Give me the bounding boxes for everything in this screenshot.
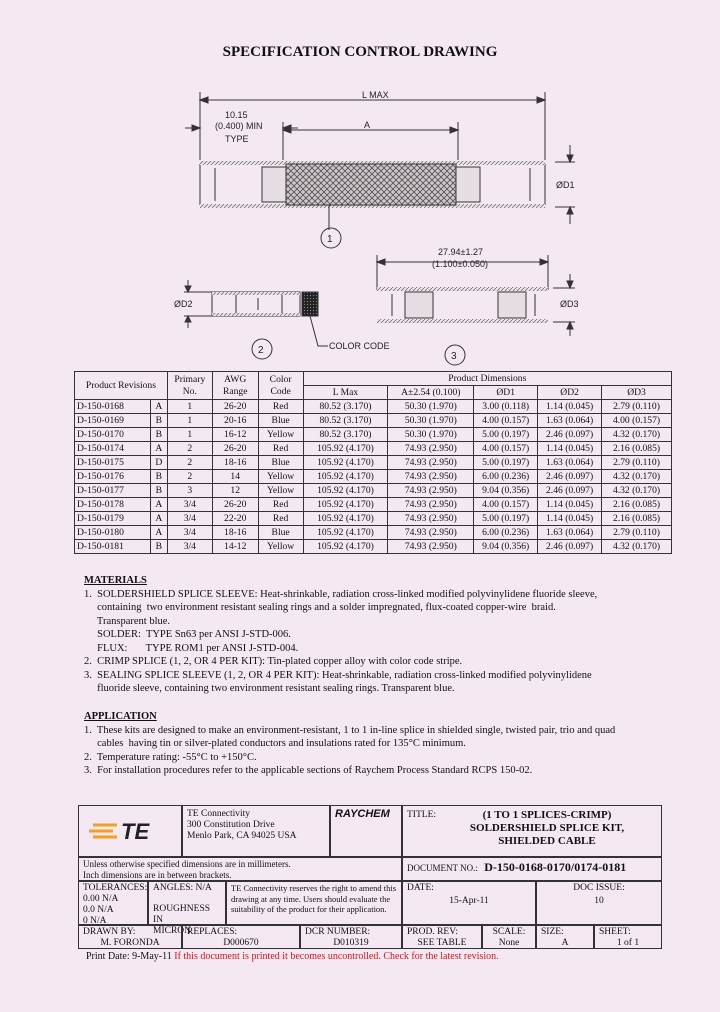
- table-cell: 2.16 (0.085): [602, 442, 672, 456]
- replaces-label: REPLACES:: [187, 927, 238, 937]
- company-address-line1: 300 Constitution Drive: [187, 820, 275, 830]
- table-row: [75, 526, 672, 540]
- table-cell: 1: [167, 428, 212, 442]
- doc-issue: 10: [594, 896, 604, 906]
- table-cell: 4.00 (0.157): [474, 442, 538, 456]
- table-cell: 26-20: [212, 442, 258, 456]
- tolerance-line1: 0.00 N/A: [83, 894, 119, 904]
- dcr-cell: [300, 925, 402, 949]
- table-cell: Blue: [258, 414, 303, 428]
- technical-drawing: [0, 0, 720, 370]
- table-cell: 2.16 (0.085): [602, 498, 672, 512]
- table-cell: A: [150, 512, 167, 526]
- d2-label: ØD2: [174, 299, 193, 309]
- spec-table-body: [75, 400, 672, 554]
- table-cell: 4.32 (0.170): [602, 484, 672, 498]
- table-row: [75, 414, 672, 428]
- min-length-label: 10.15: [225, 110, 248, 120]
- table-cell: 2: [167, 456, 212, 470]
- table-cell: Red: [258, 512, 303, 526]
- application-line: 3. For installation procedures refer to the applicable sections of Raychem Process Standard RCPS 150-02.: [84, 765, 533, 776]
- replaces-cell: [182, 925, 300, 949]
- materials-line: 1. SOLDERSHIELD SPLICE SLEEVE: Heat-shrinkable, radiation cross-linked modified polyvinylidene fluoride sleeve,: [84, 588, 598, 600]
- sheet-label: SHEET:: [599, 927, 631, 937]
- table-cell: 2.46 (0.097): [538, 540, 602, 554]
- tolerances-label: TOLERANCES:: [83, 883, 148, 893]
- application-lines: [84, 724, 615, 778]
- application-heading: APPLICATION: [84, 711, 157, 722]
- size-cell: [536, 925, 594, 949]
- table-cell: 3: [167, 484, 212, 498]
- application-line: 1. These kits are designed to make an environment-resistant, 1 to 1 in-line splice in shielded single, twisted pair, trio and quad: [84, 724, 616, 736]
- roughness-line1: ROUGHNESS IN: [153, 904, 211, 925]
- min-length-inch-label: (0.400) MIN: [215, 121, 263, 131]
- date-cell: [402, 881, 536, 925]
- units-note-cell: [78, 857, 402, 881]
- application-line: cables having tin or silver-plated conductors and insulations rated for 135°C minimum.: [84, 738, 466, 749]
- table-cell: 2: [167, 442, 212, 456]
- table-cell: 5.00 (0.197): [474, 512, 538, 526]
- table-row: [75, 428, 672, 442]
- table-cell: D-150-0175: [75, 456, 151, 470]
- table-cell: 74.93 (2.950): [388, 540, 474, 554]
- table-cell: B: [150, 470, 167, 484]
- d3-label: ØD3: [560, 299, 579, 309]
- table-cell: 105.92 (4.170): [303, 526, 388, 540]
- table-cell: 5.00 (0.197): [474, 428, 538, 442]
- type-label: TYPE: [225, 134, 249, 144]
- scale-cell: [482, 925, 536, 949]
- item3-sealing-sleeve: [377, 255, 575, 365]
- table-cell: 3/4: [167, 526, 212, 540]
- drawn-by-label: DRAWN BY:: [83, 927, 136, 937]
- header-product-revisions: Product Revisions: [75, 372, 168, 400]
- materials-section: [84, 574, 597, 696]
- sheet: 1 of 1: [616, 938, 640, 948]
- a-label: A: [364, 120, 371, 130]
- table-cell: 4.00 (0.157): [474, 414, 538, 428]
- date-label: DATE:: [407, 883, 434, 893]
- table-cell: Blue: [258, 526, 303, 540]
- table-cell: 4.32 (0.170): [602, 470, 672, 484]
- table-row: [75, 456, 672, 470]
- table-cell: 105.92 (4.170): [303, 498, 388, 512]
- units-note-line1: Unless otherwise specified dimensions are in millimeters.: [83, 859, 291, 869]
- scale: None: [498, 938, 520, 948]
- table-row: [75, 498, 672, 512]
- doc-no-label: DOCUMENT NO.:: [407, 863, 478, 873]
- size-label: SIZE:: [541, 927, 564, 937]
- drawn-by: M. FORONDA: [100, 938, 160, 948]
- table-cell: 1.63 (0.064): [538, 526, 602, 540]
- materials-line: 2. CRIMP SPLICE (1, 2, OR 4 PER KIT): Tin-plated copper alloy with color code stripe.: [84, 656, 463, 667]
- len3-label: 27.94±1.27: [438, 247, 483, 257]
- table-row: [75, 400, 672, 414]
- table-cell: 50.30 (1.970): [388, 414, 474, 428]
- table-cell: 80.52 (3.170): [303, 414, 388, 428]
- table-cell: 74.93 (2.950): [388, 512, 474, 526]
- company-name: TE Connectivity: [187, 809, 251, 819]
- units-note-line2: Inch dimensions are in between brackets.: [83, 870, 232, 880]
- table-cell: B: [150, 414, 167, 428]
- title-cell: [402, 805, 662, 857]
- uncontrolled-warning: If this document is printed it becomes uncontrolled. Check for the latest revision.: [174, 951, 499, 962]
- table-cell: 4.32 (0.170): [602, 540, 672, 554]
- table-cell: 4.00 (0.157): [602, 414, 672, 428]
- materials-line: Transparent blue.: [84, 615, 171, 627]
- table-cell: A: [150, 400, 167, 414]
- table-cell: 80.52 (3.170): [303, 428, 388, 442]
- table-cell: D-150-0169: [75, 414, 151, 428]
- table-cell: 6.00 (0.236): [474, 526, 538, 540]
- table-cell: 105.92 (4.170): [303, 512, 388, 526]
- header-d2: ØD2: [538, 386, 602, 400]
- prod-rev: SEE TABLE: [417, 938, 467, 948]
- table-cell: 74.93 (2.950): [388, 456, 474, 470]
- table-row: [75, 470, 672, 484]
- header-d1: ØD1: [474, 386, 538, 400]
- item2-number: 2: [258, 345, 264, 356]
- document-number-cell: [402, 857, 662, 881]
- table-cell: 105.92 (4.170): [303, 442, 388, 456]
- table-cell: A: [150, 442, 167, 456]
- table-cell: A: [150, 498, 167, 512]
- size: A: [561, 938, 569, 948]
- print-date: Print Date: 9-May-11: [86, 951, 172, 962]
- table-cell: 26-20: [212, 400, 258, 414]
- table-cell: 9.04 (0.356): [474, 540, 538, 554]
- table-row: [75, 512, 672, 526]
- item1-number: 1: [327, 234, 333, 245]
- materials-heading: MATERIALS: [84, 575, 147, 586]
- doc-issue-label: DOC ISSUE:: [573, 883, 625, 893]
- table-cell: D-150-0174: [75, 442, 151, 456]
- table-cell: 1.14 (0.045): [538, 512, 602, 526]
- table-cell: 1.63 (0.064): [538, 414, 602, 428]
- table-cell: Yellow: [258, 540, 303, 554]
- table-cell: 80.52 (3.170): [303, 400, 388, 414]
- item2-crimp-splice: [184, 280, 328, 359]
- application-section: [84, 710, 615, 778]
- table-cell: 1.63 (0.064): [538, 456, 602, 470]
- prod-rev-label: PROD. REV:: [407, 927, 459, 937]
- table-cell: 12: [212, 484, 258, 498]
- table-cell: B: [150, 428, 167, 442]
- table-cell: Yellow: [258, 484, 303, 498]
- te-logo-cell: [78, 805, 182, 857]
- table-cell: 3.00 (0.118): [474, 400, 538, 414]
- table-cell: 3/4: [167, 540, 212, 554]
- table-cell: 50.30 (1.970): [388, 400, 474, 414]
- table-cell: 16-12: [212, 428, 258, 442]
- table-cell: 74.93 (2.950): [388, 442, 474, 456]
- len3-inch-label: (1.100±0.050): [432, 259, 488, 269]
- table-cell: 1.14 (0.045): [538, 442, 602, 456]
- table-cell: 14: [212, 470, 258, 484]
- table-cell: 2.79 (0.110): [602, 526, 672, 540]
- date: 15-Apr-11: [449, 896, 489, 906]
- header-primary: Primary No.: [167, 372, 212, 400]
- table-cell: 1.14 (0.045): [538, 498, 602, 512]
- table-cell: 6.00 (0.236): [474, 470, 538, 484]
- table-cell: 5.00 (0.197): [474, 456, 538, 470]
- raychem-brand: RAYCHEM: [330, 805, 402, 857]
- d1-label: ØD1: [556, 180, 575, 190]
- drawn-by-cell: [78, 925, 182, 949]
- scale-label: SCALE:: [492, 927, 526, 937]
- table-cell: Red: [258, 400, 303, 414]
- doc-no: D-150-0168-0170/0174-0181: [484, 860, 627, 874]
- table-cell: 105.92 (4.170): [303, 484, 388, 498]
- table-cell: 18-16: [212, 526, 258, 540]
- print-footer: [86, 951, 499, 962]
- table-cell: 4.32 (0.170): [602, 428, 672, 442]
- table-cell: 3/4: [167, 512, 212, 526]
- l-max-label: L MAX: [362, 90, 389, 100]
- te-logo: [79, 806, 179, 856]
- table-cell: 9.04 (0.356): [474, 484, 538, 498]
- spec-table: [74, 371, 672, 554]
- table-cell: 18-16: [212, 456, 258, 470]
- table-cell: D-150-0168: [75, 400, 151, 414]
- table-cell: 2.46 (0.097): [538, 484, 602, 498]
- doc-issue-cell: [536, 881, 662, 925]
- title-label: TITLE:: [407, 810, 437, 820]
- table-cell: Blue: [258, 456, 303, 470]
- company-address-line2: Menlo Park, CA 94025 USA: [187, 831, 297, 841]
- disclaimer: TE Connectivity reserves the right to amend this drawing at any time. Users should evaluate the suitability of the product for their application.: [226, 881, 402, 925]
- application-line: 2. Temperature rating: -55°C to +150°C.: [84, 751, 257, 763]
- table-cell: 74.93 (2.950): [388, 484, 474, 498]
- table-cell: D-150-0176: [75, 470, 151, 484]
- materials-line: SOLDER: TYPE Sn63 per ANSI J-STD-006.: [84, 629, 291, 640]
- header-a: A±2.54 (0.100): [388, 386, 474, 400]
- replaces: D000670: [223, 938, 259, 948]
- table-cell: 50.30 (1.970): [388, 428, 474, 442]
- table-cell: B: [150, 540, 167, 554]
- table-cell: 2.46 (0.097): [538, 470, 602, 484]
- tolerance-line2: 0.0 N/A: [83, 905, 114, 915]
- table-cell: B: [150, 484, 167, 498]
- dcr-label: DCR NUMBER:: [305, 927, 371, 937]
- table-cell: 74.93 (2.950): [388, 526, 474, 540]
- table-cell: D-150-0180: [75, 526, 151, 540]
- table-cell: A: [150, 526, 167, 540]
- sheet-cell: [594, 925, 662, 949]
- table-cell: D-150-0170: [75, 428, 151, 442]
- table-cell: 2.79 (0.110): [602, 456, 672, 470]
- table-row: [75, 442, 672, 456]
- table-cell: 1: [167, 414, 212, 428]
- header-color: Color Code: [258, 372, 303, 400]
- header-d3: ØD3: [602, 386, 672, 400]
- angles: ANGLES: N/A: [153, 883, 212, 893]
- table-cell: 74.93 (2.950): [388, 470, 474, 484]
- header-product-dimensions: Product Dimensions: [303, 372, 671, 386]
- table-cell: 4.00 (0.157): [474, 498, 538, 512]
- table-cell: 1.14 (0.045): [538, 400, 602, 414]
- table-cell: 105.92 (4.170): [303, 540, 388, 554]
- drawing-title: (1 TO 1 SPLICES-CRIMP) SOLDERSHIELD SPLICE KIT, SHIELDED CABLE: [469, 809, 625, 847]
- table-cell: 105.92 (4.170): [303, 470, 388, 484]
- table-cell: D-150-0177: [75, 484, 151, 498]
- table-cell: Yellow: [258, 428, 303, 442]
- svg-text:TE: TE: [121, 819, 150, 844]
- company-address-cell: [182, 805, 330, 857]
- table-cell: 14-12: [212, 540, 258, 554]
- table-cell: D-150-0179: [75, 512, 151, 526]
- dcr-number: D010319: [333, 938, 369, 948]
- table-cell: 22-20: [212, 512, 258, 526]
- table-cell: 2.79 (0.110): [602, 400, 672, 414]
- table-cell: Red: [258, 498, 303, 512]
- materials-line: 3. SEALING SPLICE SLEEVE (1, 2, OR 4 PER KIT): Heat-shrinkable, radiation cross-linked modified polyvinylidene: [84, 669, 592, 681]
- tolerance-line3: 0 N/A: [83, 916, 107, 926]
- table-cell: 74.93 (2.950): [388, 498, 474, 512]
- page-title: SPECIFICATION CONTROL DRAWING: [222, 44, 498, 60]
- roughness-line2: MICRON: [153, 926, 192, 936]
- table-cell: D-150-0178: [75, 498, 151, 512]
- table-cell: D-150-0181: [75, 540, 151, 554]
- table-cell: 2: [167, 470, 212, 484]
- table-cell: 1: [167, 400, 212, 414]
- table-cell: Red: [258, 442, 303, 456]
- table-cell: 20-16: [212, 414, 258, 428]
- materials-line: FLUX: TYPE ROM1 per ANSI J-STD-004.: [84, 642, 299, 654]
- table-cell: D: [150, 456, 167, 470]
- table-cell: 105.92 (4.170): [303, 456, 388, 470]
- table-row: [75, 540, 672, 554]
- table-cell: 2.16 (0.085): [602, 512, 672, 526]
- table-cell: 2.46 (0.097): [538, 428, 602, 442]
- prod-rev-cell: [402, 925, 482, 949]
- table-row: [75, 484, 672, 498]
- color-code-label: COLOR CODE: [329, 341, 390, 351]
- table-cell: Yellow: [258, 470, 303, 484]
- table-cell: 26-20: [212, 498, 258, 512]
- header-l-max: L Max: [303, 386, 388, 400]
- table-cell: 3/4: [167, 498, 212, 512]
- item3-number: 3: [451, 351, 457, 362]
- materials-line: fluoride sleeve, containing two environment resistant sealing rings. Transparent blue.: [84, 683, 455, 694]
- materials-line: containing two environment resistant sealing rings and a solder impregnated, flux-coated copper-wire braid.: [84, 602, 556, 613]
- materials-lines: [84, 588, 597, 696]
- tolerances-cell: [78, 881, 148, 925]
- header-awg: AWG Range: [212, 372, 258, 400]
